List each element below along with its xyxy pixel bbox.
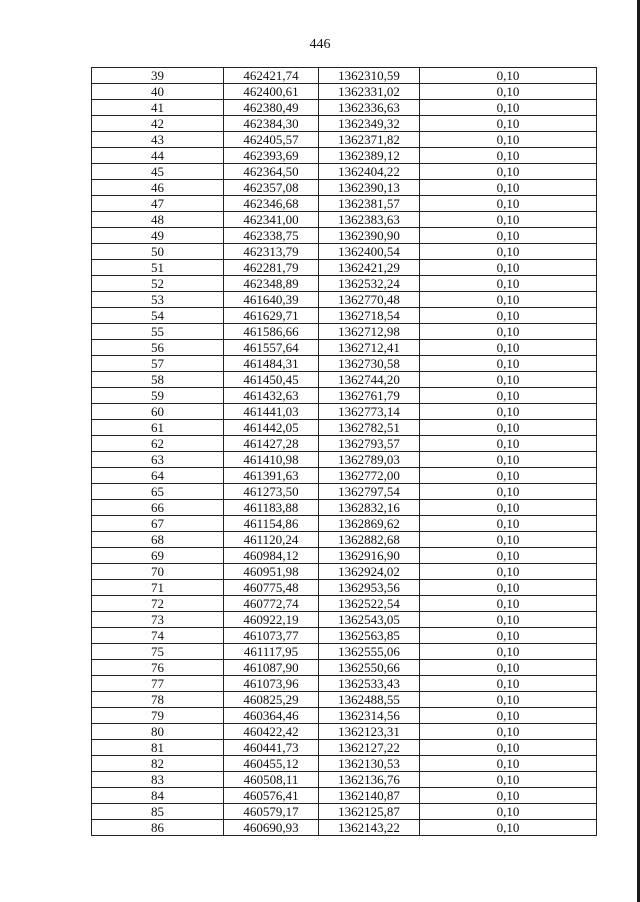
table-row <box>92 660 597 676</box>
table-row <box>92 564 597 580</box>
table-row <box>92 164 597 180</box>
y-coordinate-cell: 1362404,22 <box>319 164 420 180</box>
point-number-cell: 72 <box>92 596 224 612</box>
y-coordinate-cell: 1362123,31 <box>319 724 420 740</box>
table-row <box>92 516 597 532</box>
accuracy-cell: 0,10 <box>420 148 597 164</box>
table-row <box>92 148 597 164</box>
point-number-cell: 46 <box>92 180 224 196</box>
table-row <box>92 500 597 516</box>
x-coordinate-cell: 461073,96 <box>224 676 319 692</box>
accuracy-cell: 0,10 <box>420 820 597 836</box>
x-coordinate-cell: 461410,98 <box>224 452 319 468</box>
table-row <box>92 772 597 788</box>
point-number-cell: 48 <box>92 212 224 228</box>
point-number-cell: 43 <box>92 132 224 148</box>
x-coordinate-cell: 461629,71 <box>224 308 319 324</box>
accuracy-cell: 0,10 <box>420 500 597 516</box>
point-number-cell: 42 <box>92 116 224 132</box>
point-number-cell: 63 <box>92 452 224 468</box>
x-coordinate-cell: 460690,93 <box>224 820 319 836</box>
point-number-cell: 74 <box>92 628 224 644</box>
y-coordinate-cell: 1362136,76 <box>319 772 420 788</box>
accuracy-cell: 0,10 <box>420 116 597 132</box>
point-number-cell: 81 <box>92 740 224 756</box>
table-row <box>92 676 597 692</box>
y-coordinate-cell: 1362140,87 <box>319 788 420 804</box>
table-row <box>92 372 597 388</box>
x-coordinate-cell: 461557,64 <box>224 340 319 356</box>
x-coordinate-cell: 461273,50 <box>224 484 319 500</box>
x-coordinate-cell: 460825,29 <box>224 692 319 708</box>
accuracy-cell: 0,10 <box>420 724 597 740</box>
table-row <box>92 292 597 308</box>
y-coordinate-cell: 1362718,54 <box>319 308 420 324</box>
table-row <box>92 260 597 276</box>
accuracy-cell: 0,10 <box>420 100 597 116</box>
y-coordinate-cell: 1362130,53 <box>319 756 420 772</box>
table-row <box>92 788 597 804</box>
y-coordinate-cell: 1362390,13 <box>319 180 420 196</box>
y-coordinate-cell: 1362797,54 <box>319 484 420 500</box>
y-coordinate-cell: 1362730,58 <box>319 356 420 372</box>
x-coordinate-cell: 460508,11 <box>224 772 319 788</box>
point-number-cell: 44 <box>92 148 224 164</box>
y-coordinate-cell: 1362532,24 <box>319 276 420 292</box>
x-coordinate-cell: 461183,88 <box>224 500 319 516</box>
x-coordinate-cell: 462341,00 <box>224 212 319 228</box>
x-coordinate-cell: 461484,31 <box>224 356 319 372</box>
accuracy-cell: 0,10 <box>420 228 597 244</box>
table-row <box>92 340 597 356</box>
x-coordinate-cell: 462357,08 <box>224 180 319 196</box>
point-number-cell: 45 <box>92 164 224 180</box>
point-number-cell: 82 <box>92 756 224 772</box>
table-row <box>92 324 597 340</box>
table-row <box>92 84 597 100</box>
accuracy-cell: 0,10 <box>420 644 597 660</box>
accuracy-cell: 0,10 <box>420 564 597 580</box>
point-number-cell: 75 <box>92 644 224 660</box>
accuracy-cell: 0,10 <box>420 260 597 276</box>
table-row <box>92 532 597 548</box>
y-coordinate-cell: 1362314,56 <box>319 708 420 724</box>
table-row <box>92 228 597 244</box>
table-row <box>92 244 597 260</box>
x-coordinate-cell: 462405,57 <box>224 132 319 148</box>
table-row <box>92 628 597 644</box>
accuracy-cell: 0,10 <box>420 212 597 228</box>
table-row <box>92 68 597 84</box>
y-coordinate-cell: 1362488,55 <box>319 692 420 708</box>
accuracy-cell: 0,10 <box>420 244 597 260</box>
x-coordinate-cell: 460984,12 <box>224 548 319 564</box>
table-row <box>92 100 597 116</box>
x-coordinate-cell: 460772,74 <box>224 596 319 612</box>
coordinates-table <box>91 67 597 836</box>
accuracy-cell: 0,10 <box>420 292 597 308</box>
y-coordinate-cell: 1362916,90 <box>319 548 420 564</box>
y-coordinate-cell: 1362400,54 <box>319 244 420 260</box>
point-number-cell: 84 <box>92 788 224 804</box>
accuracy-cell: 0,10 <box>420 84 597 100</box>
x-coordinate-cell: 460422,42 <box>224 724 319 740</box>
y-coordinate-cell: 1362772,00 <box>319 468 420 484</box>
accuracy-cell: 0,10 <box>420 420 597 436</box>
y-coordinate-cell: 1362381,57 <box>319 196 420 212</box>
x-coordinate-cell: 461087,90 <box>224 660 319 676</box>
x-coordinate-cell: 461154,86 <box>224 516 319 532</box>
accuracy-cell: 0,10 <box>420 804 597 820</box>
x-coordinate-cell: 461391,63 <box>224 468 319 484</box>
accuracy-cell: 0,10 <box>420 324 597 340</box>
accuracy-cell: 0,10 <box>420 692 597 708</box>
table-row <box>92 212 597 228</box>
x-coordinate-cell: 460364,46 <box>224 708 319 724</box>
y-coordinate-cell: 1362371,82 <box>319 132 420 148</box>
y-coordinate-cell: 1362744,20 <box>319 372 420 388</box>
y-coordinate-cell: 1362349,32 <box>319 116 420 132</box>
point-number-cell: 59 <box>92 388 224 404</box>
point-number-cell: 66 <box>92 500 224 516</box>
accuracy-cell: 0,10 <box>420 516 597 532</box>
accuracy-cell: 0,10 <box>420 372 597 388</box>
point-number-cell: 51 <box>92 260 224 276</box>
x-coordinate-cell: 461441,03 <box>224 404 319 420</box>
point-number-cell: 62 <box>92 436 224 452</box>
table-row <box>92 708 597 724</box>
y-coordinate-cell: 1362882,68 <box>319 532 420 548</box>
x-coordinate-cell: 462346,68 <box>224 196 319 212</box>
point-number-cell: 70 <box>92 564 224 580</box>
point-number-cell: 53 <box>92 292 224 308</box>
table-row <box>92 388 597 404</box>
table-row <box>92 420 597 436</box>
table-row <box>92 308 597 324</box>
point-number-cell: 39 <box>92 68 224 84</box>
accuracy-cell: 0,10 <box>420 68 597 84</box>
accuracy-cell: 0,10 <box>420 180 597 196</box>
point-number-cell: 60 <box>92 404 224 420</box>
point-number-cell: 69 <box>92 548 224 564</box>
y-coordinate-cell: 1362761,79 <box>319 388 420 404</box>
y-coordinate-cell: 1362953,56 <box>319 580 420 596</box>
x-coordinate-cell: 461427,28 <box>224 436 319 452</box>
table-row <box>92 820 597 836</box>
page-number: 446 <box>309 37 331 52</box>
x-coordinate-cell: 461432,63 <box>224 388 319 404</box>
y-coordinate-cell: 1362125,87 <box>319 804 420 820</box>
accuracy-cell: 0,10 <box>420 452 597 468</box>
table-row <box>92 612 597 628</box>
point-number-cell: 77 <box>92 676 224 692</box>
x-coordinate-cell: 462313,79 <box>224 244 319 260</box>
y-coordinate-cell: 1362770,48 <box>319 292 420 308</box>
table-row <box>92 724 597 740</box>
table-row <box>92 484 597 500</box>
y-coordinate-cell: 1362789,03 <box>319 452 420 468</box>
x-coordinate-cell: 461117,95 <box>224 644 319 660</box>
table-row <box>92 196 597 212</box>
table-row <box>92 548 597 564</box>
x-coordinate-cell: 462348,89 <box>224 276 319 292</box>
accuracy-cell: 0,10 <box>420 740 597 756</box>
point-number-cell: 78 <box>92 692 224 708</box>
point-number-cell: 41 <box>92 100 224 116</box>
y-coordinate-cell: 1362563,85 <box>319 628 420 644</box>
accuracy-cell: 0,10 <box>420 436 597 452</box>
point-number-cell: 80 <box>92 724 224 740</box>
y-coordinate-cell: 1362127,22 <box>319 740 420 756</box>
table-row <box>92 644 597 660</box>
point-number-cell: 68 <box>92 532 224 548</box>
x-coordinate-cell: 462400,61 <box>224 84 319 100</box>
y-coordinate-cell: 1362773,14 <box>319 404 420 420</box>
point-number-cell: 52 <box>92 276 224 292</box>
accuracy-cell: 0,10 <box>420 132 597 148</box>
accuracy-cell: 0,10 <box>420 308 597 324</box>
x-coordinate-cell: 461640,39 <box>224 292 319 308</box>
table-row <box>92 356 597 372</box>
accuracy-cell: 0,10 <box>420 628 597 644</box>
y-coordinate-cell: 1362390,90 <box>319 228 420 244</box>
x-coordinate-cell: 460441,73 <box>224 740 319 756</box>
y-coordinate-cell: 1362869,62 <box>319 516 420 532</box>
y-coordinate-cell: 1362832,16 <box>319 500 420 516</box>
table-row <box>92 692 597 708</box>
table-row <box>92 436 597 452</box>
y-coordinate-cell: 1362533,43 <box>319 676 420 692</box>
point-number-cell: 50 <box>92 244 224 260</box>
point-number-cell: 54 <box>92 308 224 324</box>
y-coordinate-cell: 1362782,51 <box>319 420 420 436</box>
x-coordinate-cell: 461073,77 <box>224 628 319 644</box>
accuracy-cell: 0,10 <box>420 756 597 772</box>
y-coordinate-cell: 1362143,22 <box>319 820 420 836</box>
accuracy-cell: 0,10 <box>420 164 597 180</box>
accuracy-cell: 0,10 <box>420 676 597 692</box>
y-coordinate-cell: 1362712,98 <box>319 324 420 340</box>
point-number-cell: 61 <box>92 420 224 436</box>
y-coordinate-cell: 1362522,54 <box>319 596 420 612</box>
point-number-cell: 64 <box>92 468 224 484</box>
point-number-cell: 65 <box>92 484 224 500</box>
point-number-cell: 47 <box>92 196 224 212</box>
table-row <box>92 276 597 292</box>
table-row <box>92 468 597 484</box>
accuracy-cell: 0,10 <box>420 484 597 500</box>
x-coordinate-cell: 462393,69 <box>224 148 319 164</box>
accuracy-cell: 0,10 <box>420 580 597 596</box>
point-number-cell: 83 <box>92 772 224 788</box>
point-number-cell: 57 <box>92 356 224 372</box>
x-coordinate-cell: 460775,48 <box>224 580 319 596</box>
table-row <box>92 132 597 148</box>
y-coordinate-cell: 1362924,02 <box>319 564 420 580</box>
point-number-cell: 79 <box>92 708 224 724</box>
accuracy-cell: 0,10 <box>420 340 597 356</box>
point-number-cell: 40 <box>92 84 224 100</box>
y-coordinate-cell: 1362383,63 <box>319 212 420 228</box>
point-number-cell: 85 <box>92 804 224 820</box>
x-coordinate-cell: 461120,24 <box>224 532 319 548</box>
table-row <box>92 740 597 756</box>
y-coordinate-cell: 1362336,63 <box>319 100 420 116</box>
point-number-cell: 49 <box>92 228 224 244</box>
accuracy-cell: 0,10 <box>420 660 597 676</box>
x-coordinate-cell: 461586,66 <box>224 324 319 340</box>
table-row <box>92 580 597 596</box>
x-coordinate-cell: 462384,30 <box>224 116 319 132</box>
x-coordinate-cell: 460579,17 <box>224 804 319 820</box>
point-number-cell: 73 <box>92 612 224 628</box>
y-coordinate-cell: 1362389,12 <box>319 148 420 164</box>
y-coordinate-cell: 1362555,06 <box>319 644 420 660</box>
x-coordinate-cell: 462338,75 <box>224 228 319 244</box>
accuracy-cell: 0,10 <box>420 772 597 788</box>
x-coordinate-cell: 462421,74 <box>224 68 319 84</box>
point-number-cell: 86 <box>92 820 224 836</box>
point-number-cell: 71 <box>92 580 224 596</box>
table-row <box>92 452 597 468</box>
y-coordinate-cell: 1362712,41 <box>319 340 420 356</box>
accuracy-cell: 0,10 <box>420 356 597 372</box>
x-coordinate-cell: 462281,79 <box>224 260 319 276</box>
table-row <box>92 116 597 132</box>
x-coordinate-cell: 461442,05 <box>224 420 319 436</box>
point-number-cell: 55 <box>92 324 224 340</box>
y-coordinate-cell: 1362310,59 <box>319 68 420 84</box>
point-number-cell: 56 <box>92 340 224 356</box>
point-number-cell: 76 <box>92 660 224 676</box>
table-row <box>92 756 597 772</box>
accuracy-cell: 0,10 <box>420 788 597 804</box>
y-coordinate-cell: 1362550,66 <box>319 660 420 676</box>
y-coordinate-cell: 1362793,57 <box>319 436 420 452</box>
y-coordinate-cell: 1362543,05 <box>319 612 420 628</box>
x-coordinate-cell: 460951,98 <box>224 564 319 580</box>
point-number-cell: 67 <box>92 516 224 532</box>
accuracy-cell: 0,10 <box>420 404 597 420</box>
accuracy-cell: 0,10 <box>420 468 597 484</box>
accuracy-cell: 0,10 <box>420 276 597 292</box>
x-coordinate-cell: 462364,50 <box>224 164 319 180</box>
accuracy-cell: 0,10 <box>420 708 597 724</box>
x-coordinate-cell: 460922,19 <box>224 612 319 628</box>
accuracy-cell: 0,10 <box>420 388 597 404</box>
accuracy-cell: 0,10 <box>420 532 597 548</box>
table-row <box>92 404 597 420</box>
y-coordinate-cell: 1362331,02 <box>319 84 420 100</box>
x-coordinate-cell: 461450,45 <box>224 372 319 388</box>
y-coordinate-cell: 1362421,29 <box>319 260 420 276</box>
point-number-cell: 58 <box>92 372 224 388</box>
table-row <box>92 596 597 612</box>
coordinates-table-body <box>92 68 597 836</box>
accuracy-cell: 0,10 <box>420 612 597 628</box>
table-row <box>92 180 597 196</box>
table-row <box>92 804 597 820</box>
x-coordinate-cell: 460455,12 <box>224 756 319 772</box>
accuracy-cell: 0,10 <box>420 596 597 612</box>
x-coordinate-cell: 460576,41 <box>224 788 319 804</box>
accuracy-cell: 0,10 <box>420 548 597 564</box>
x-coordinate-cell: 462380,49 <box>224 100 319 116</box>
accuracy-cell: 0,10 <box>420 196 597 212</box>
